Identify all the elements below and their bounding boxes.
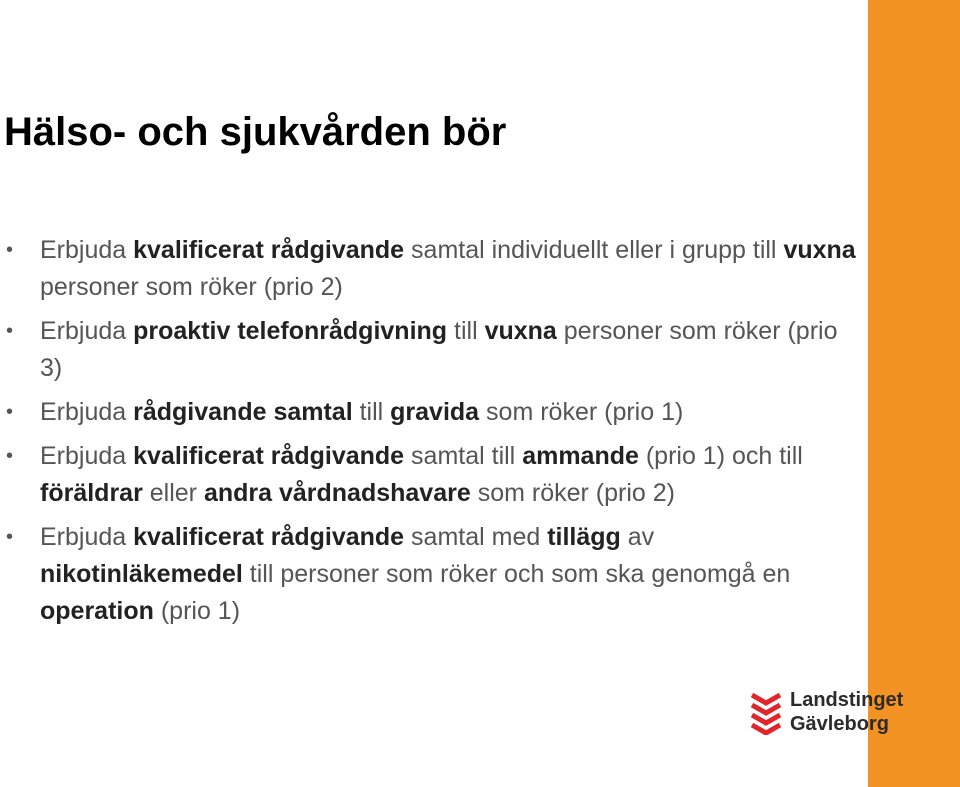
bullet-list — [0, 232, 860, 637]
bullet-bold-text: nikotinläkemedel — [40, 560, 243, 588]
bullet-text: Erbjuda — [40, 523, 134, 551]
bullet-text: (prio 1) och till — [638, 442, 803, 470]
bullet-text: Erbjuda — [40, 317, 134, 345]
bullet-bold-text: andra vårdnadshavare — [203, 479, 471, 507]
slide-title: Hälso- och sjukvården bör — [4, 110, 507, 154]
logo-line-2: Gävleborg — [790, 713, 889, 735]
bullet-text: till — [447, 317, 485, 345]
bullet-bold-text: kvalificerat rådgivande — [133, 523, 405, 551]
bullet-bold-text: kvalificerat rådgivande — [133, 236, 405, 264]
bullet-text: Erbjuda — [40, 398, 134, 426]
bullet-dot-icon — [6, 394, 13, 431]
bullet-text: som röker (prio 1) — [479, 398, 684, 426]
landstinget-gavleborg-logo — [750, 688, 910, 740]
bullet-item — [0, 519, 860, 630]
bullet-dot-icon — [6, 232, 13, 269]
bullet-item — [0, 313, 860, 387]
bullet-text: Erbjuda — [40, 236, 134, 264]
bullet-text: till — [352, 398, 391, 426]
bullet-bold-text: proaktiv telefonrådgivning — [133, 317, 448, 345]
bullet-bold-text: föräldrar — [40, 479, 143, 507]
bullet-text: samtal till — [404, 442, 523, 470]
bullet-text: (prio 1) — [153, 597, 241, 625]
bullet-item — [0, 438, 860, 512]
bullet-text: samtal individuellt eller i grupp till — [404, 236, 784, 264]
bullet-bold-text: vuxna — [484, 317, 557, 345]
bullet-text: samtal med — [404, 523, 548, 551]
bullet-bold-text: rådgivande samtal — [133, 398, 353, 426]
logo-line-1: Landstinget — [790, 689, 904, 711]
bullet-bold-text: vuxna — [783, 236, 856, 264]
bullet-item — [0, 232, 860, 306]
bullet-bold-text: operation — [40, 597, 154, 625]
bullet-dot-icon — [6, 438, 13, 475]
bullet-dot-icon — [6, 519, 13, 556]
bullet-text: eller — [142, 479, 204, 507]
bullet-item — [0, 394, 860, 431]
landstinget-gavleborg-logo-mark-icon — [750, 691, 784, 735]
bullet-bold-text: gravida — [390, 398, 480, 426]
orange-accent-bar — [868, 0, 960, 787]
bullet-text: som röker (prio 2) — [470, 479, 675, 507]
bullet-dot-icon — [6, 313, 13, 350]
bullet-text: av — [620, 523, 655, 551]
bullet-text: till personer som röker och som ska genomgå en — [242, 560, 791, 588]
bullet-bold-text: tillägg — [547, 523, 621, 551]
bullet-text: Erbjuda — [40, 442, 134, 470]
bullet-bold-text: kvalificerat rådgivande — [133, 442, 405, 470]
bullet-text: personer som röker (prio 2) — [40, 273, 343, 301]
bullet-text: personer som röker (prio 3) — [40, 317, 838, 382]
logo-text — [790, 688, 903, 736]
bullet-bold-text: ammande — [522, 442, 639, 470]
